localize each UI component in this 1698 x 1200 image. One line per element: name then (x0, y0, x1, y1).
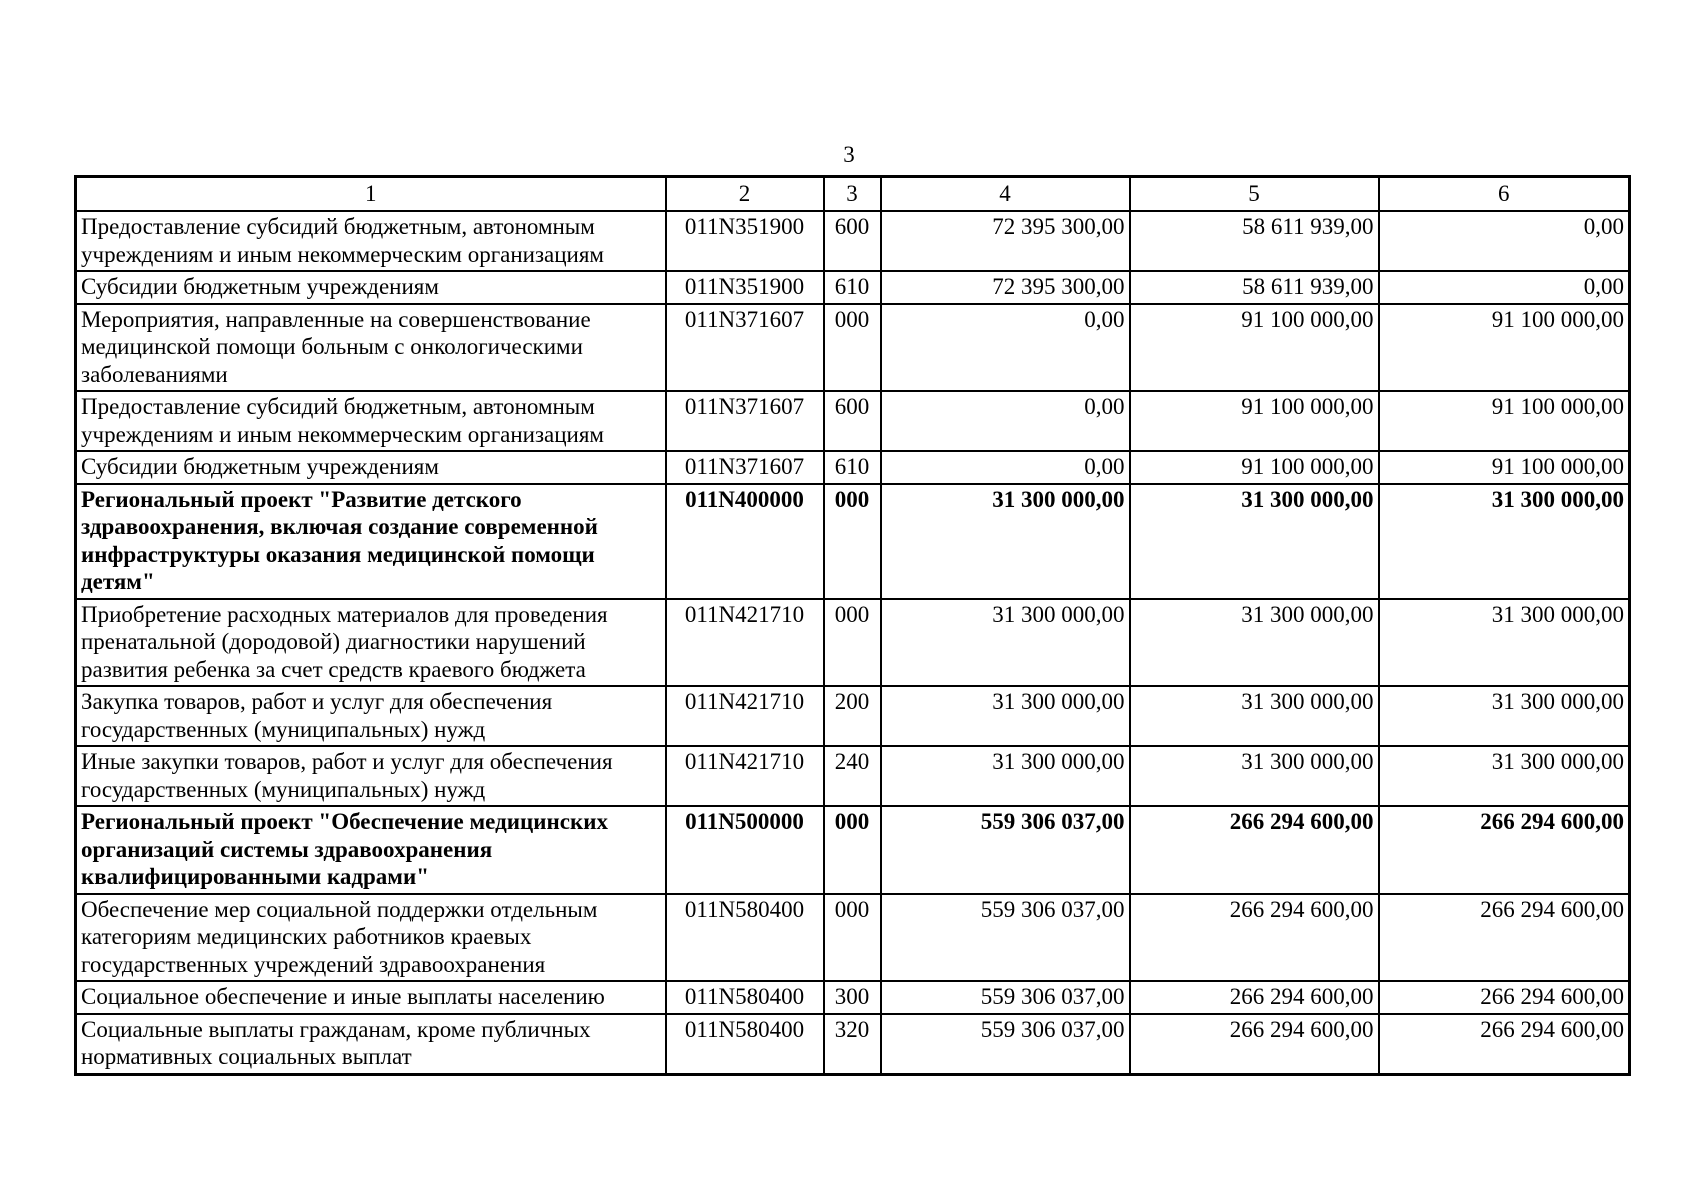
row-value-col5-cell: 31 300 000,00 (1130, 484, 1379, 599)
column-header-1: 1 (76, 177, 666, 212)
row-code-cell: 011N580400 (666, 1014, 824, 1075)
row-type-cell: 300 (824, 981, 881, 1014)
row-name-cell: Предоставление субсидий бюджетным, автономным учреждениям и иным некоммерческим организациям (76, 391, 666, 451)
row-value-col5-cell: 31 300 000,00 (1130, 599, 1379, 687)
row-code-cell: 011N371607 (666, 304, 824, 392)
row-type-cell: 000 (824, 894, 881, 982)
row-value-col5-cell: 91 100 000,00 (1130, 304, 1379, 392)
row-code-cell: 011N421710 (666, 746, 824, 806)
row-value-col6-cell: 266 294 600,00 (1379, 1014, 1630, 1075)
table-row (76, 981, 1630, 1014)
row-value-col4-cell: 0,00 (881, 304, 1130, 392)
row-value-col5-cell: 58 611 939,00 (1130, 211, 1379, 271)
row-value-col4-cell: 31 300 000,00 (881, 746, 1130, 806)
row-name-cell: Социальное обеспечение и иные выплаты населению (76, 981, 666, 1014)
row-value-col4-cell: 559 306 037,00 (881, 1014, 1130, 1075)
row-type-cell: 610 (824, 451, 881, 484)
row-type-cell: 200 (824, 686, 881, 746)
row-value-col6-cell: 266 294 600,00 (1379, 806, 1630, 894)
table-row (76, 686, 1630, 746)
row-type-cell: 240 (824, 746, 881, 806)
row-value-col5-cell: 266 294 600,00 (1130, 981, 1379, 1014)
table-row (76, 391, 1630, 451)
row-value-col6-cell: 0,00 (1379, 211, 1630, 271)
page-number: 3 (843, 142, 855, 167)
column-header-3: 3 (824, 177, 881, 212)
row-value-col6-cell: 91 100 000,00 (1379, 304, 1630, 392)
row-value-col6-cell: 0,00 (1379, 271, 1630, 304)
table-row (76, 484, 1630, 599)
column-header-2: 2 (666, 177, 824, 212)
column-number-header-row (76, 177, 1630, 212)
row-name-cell: Региональный проект "Развитие детского здравоохранения, включая создание современной инфраструктуры оказания медицинской помощи детям" (76, 484, 666, 599)
row-value-col5-cell: 91 100 000,00 (1130, 451, 1379, 484)
row-value-col4-cell: 559 306 037,00 (881, 981, 1130, 1014)
row-code-cell: 011N421710 (666, 686, 824, 746)
row-code-cell: 011N371607 (666, 391, 824, 451)
row-value-col4-cell: 559 306 037,00 (881, 806, 1130, 894)
table-row (76, 271, 1630, 304)
row-value-col6-cell: 266 294 600,00 (1379, 894, 1630, 982)
row-value-col6-cell: 31 300 000,00 (1379, 686, 1630, 746)
row-code-cell: 011N580400 (666, 981, 824, 1014)
table-body (76, 177, 1630, 1075)
table-row (76, 1014, 1630, 1075)
row-value-col5-cell: 31 300 000,00 (1130, 686, 1379, 746)
row-code-cell: 011N580400 (666, 894, 824, 982)
row-type-cell: 600 (824, 211, 881, 271)
column-header-4: 4 (881, 177, 1130, 212)
row-value-col5-cell: 91 100 000,00 (1130, 391, 1379, 451)
table-row (76, 746, 1630, 806)
row-value-col6-cell: 266 294 600,00 (1379, 981, 1630, 1014)
row-value-col6-cell: 91 100 000,00 (1379, 391, 1630, 451)
row-name-cell: Социальные выплаты гражданам, кроме публичных нормативных социальных выплат (76, 1014, 666, 1075)
row-value-col5-cell: 266 294 600,00 (1130, 806, 1379, 894)
row-name-cell: Субсидии бюджетным учреждениям (76, 271, 666, 304)
row-type-cell: 610 (824, 271, 881, 304)
row-value-col6-cell: 31 300 000,00 (1379, 484, 1630, 599)
row-value-col4-cell: 72 395 300,00 (881, 271, 1130, 304)
budget-table (74, 175, 1631, 1076)
row-name-cell: Предоставление субсидий бюджетным, автономным учреждениям и иным некоммерческим организациям (76, 211, 666, 271)
row-value-col5-cell: 31 300 000,00 (1130, 746, 1379, 806)
row-value-col4-cell: 0,00 (881, 451, 1130, 484)
row-value-col4-cell: 31 300 000,00 (881, 686, 1130, 746)
row-name-cell: Приобретение расходных материалов для проведения пренатальной (дородовой) диагностики нарушений развития ребенка за счет средств краевого бюджета (76, 599, 666, 687)
row-value-col6-cell: 91 100 000,00 (1379, 451, 1630, 484)
row-value-col4-cell: 31 300 000,00 (881, 599, 1130, 687)
table-row (76, 806, 1630, 894)
row-code-cell: 011N421710 (666, 599, 824, 687)
row-type-cell: 000 (824, 599, 881, 687)
row-code-cell: 011N371607 (666, 451, 824, 484)
row-type-cell: 000 (824, 806, 881, 894)
row-name-cell: Мероприятия, направленные на совершенствование медицинской помощи больным с онкологическими заболеваниями (76, 304, 666, 392)
row-value-col6-cell: 31 300 000,00 (1379, 746, 1630, 806)
row-type-cell: 600 (824, 391, 881, 451)
row-name-cell: Субсидии бюджетным учреждениям (76, 451, 666, 484)
row-value-col4-cell: 31 300 000,00 (881, 484, 1130, 599)
table-row (76, 599, 1630, 687)
row-type-cell: 000 (824, 304, 881, 392)
table-row (76, 211, 1630, 271)
row-value-col4-cell: 559 306 037,00 (881, 894, 1130, 982)
row-value-col6-cell: 31 300 000,00 (1379, 599, 1630, 687)
row-value-col4-cell: 0,00 (881, 391, 1130, 451)
table-row (76, 304, 1630, 392)
row-value-col4-cell: 72 395 300,00 (881, 211, 1130, 271)
table-row (76, 894, 1630, 982)
column-header-6: 6 (1379, 177, 1630, 212)
row-type-cell: 000 (824, 484, 881, 599)
row-name-cell: Иные закупки товаров, работ и услуг для обеспечения государственных (муниципальных) нужд (76, 746, 666, 806)
row-value-col5-cell: 266 294 600,00 (1130, 894, 1379, 982)
row-code-cell: 011N351900 (666, 211, 824, 271)
row-code-cell: 011N500000 (666, 806, 824, 894)
row-name-cell: Закупка товаров, работ и услуг для обеспечения государственных (муниципальных) нужд (76, 686, 666, 746)
row-value-col5-cell: 266 294 600,00 (1130, 1014, 1379, 1075)
row-code-cell: 011N351900 (666, 271, 824, 304)
row-name-cell: Региональный проект "Обеспечение медицинских организаций системы здравоохранения квалифицированными кадрами" (76, 806, 666, 894)
table-row (76, 451, 1630, 484)
column-header-5: 5 (1130, 177, 1379, 212)
row-value-col5-cell: 58 611 939,00 (1130, 271, 1379, 304)
row-name-cell: Обеспечение мер социальной поддержки отдельным категориям медицинских работников краевых государственных учреждений здравоохранения (76, 894, 666, 982)
row-code-cell: 011N400000 (666, 484, 824, 599)
row-type-cell: 320 (824, 1014, 881, 1075)
